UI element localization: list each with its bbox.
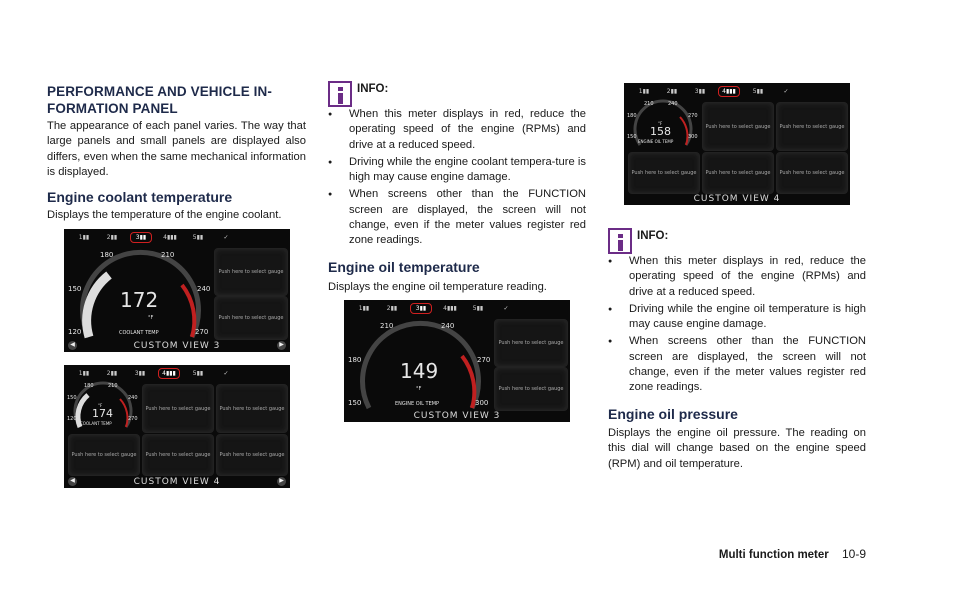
oil-temp-small-gauge <box>626 99 698 147</box>
gauge-value: 149 <box>400 359 439 383</box>
tick-label: 240 <box>441 322 455 330</box>
info-label: INFO: <box>637 230 669 242</box>
tick-label: 240 <box>128 395 138 401</box>
oil-temp-text: Displays the engine oil temperature reading. <box>328 281 547 293</box>
tick-label: 150 <box>67 395 77 401</box>
screen-tabs <box>64 365 290 381</box>
select-gauge-button[interactable]: Push here to select gauge <box>214 248 288 296</box>
tick-label: 270 <box>477 356 491 364</box>
tab-3: 3▮▮ <box>130 232 152 243</box>
check-icon: ✓ <box>503 304 509 312</box>
coolant-text: Displays the temperature of the engine coolant. <box>47 209 282 221</box>
select-gauge-button[interactable]: Push here to select gauge <box>494 319 568 367</box>
tab-1: 1▮▮ <box>78 369 90 377</box>
info-bullets <box>328 107 586 251</box>
gauge-unit: °F <box>416 386 422 392</box>
tab-1: 1▮▮ <box>358 304 370 312</box>
select-gauge-button[interactable]: Push here to select gauge <box>68 434 140 476</box>
footer-section: Multi function meter <box>718 549 829 561</box>
next-arrow-icon[interactable]: ▶ <box>277 477 286 486</box>
list-item: ● When this meter displays in red, reduce the operating speed of the engine (RPMs) and drive at a reduced speed. <box>328 107 586 153</box>
tick-label: 270 <box>195 328 209 336</box>
select-gauge-button[interactable]: Push here to select gauge <box>216 434 288 476</box>
intro-paragraph: The appearance of each panel varies. The way that large panels and small panels are displayed also differs, even when the same mechanical information is displayed. <box>47 120 306 178</box>
tick-label: 180 <box>627 113 637 119</box>
list-item: ● When screens other than the FUNCTION screen are displayed, the screen will not change, even if the meter values register red zone readings. <box>608 334 866 395</box>
screen-tabs <box>344 300 570 316</box>
tick-label: 210 <box>380 322 394 330</box>
tab-5: 5▮▮ <box>192 233 204 241</box>
select-gauge-button[interactable]: Push here to select gauge <box>702 102 774 151</box>
oil-temp-gauge <box>344 316 494 412</box>
prev-arrow-icon[interactable]: ◀ <box>68 477 77 486</box>
check-icon: ✓ <box>223 233 229 241</box>
tab-4: 4▮▮▮ <box>158 368 180 379</box>
tab-3: 3▮▮ <box>134 369 146 377</box>
list-item: ● Driving while the engine coolant tempera-ture is high may cause engine damage. <box>328 155 586 186</box>
tick-label: 180 <box>84 383 94 389</box>
tick-label: 150 <box>348 399 362 407</box>
tick-label: 150 <box>68 285 82 293</box>
coolant-small-gauge <box>66 381 138 429</box>
view-title: CUSTOM VIEW 4 <box>133 476 221 487</box>
check-icon: ✓ <box>783 87 789 95</box>
gauge-unit: °F <box>148 315 154 321</box>
view-title: CUSTOM VIEW 3 <box>133 340 221 351</box>
tick-label: 180 <box>348 356 362 364</box>
oil-temp-heading: Engine oil temperature <box>328 259 480 275</box>
gauge-label: ENGINE OIL TEMP <box>638 139 674 144</box>
page-number: 10-9 <box>841 547 866 561</box>
section-heading: PERFORMANCE AND VEHICLE IN- FORMATION PANEL <box>47 84 272 116</box>
info-icon <box>328 81 352 107</box>
gauge-value: 172 <box>120 288 159 312</box>
tab-2: 2▮▮ <box>106 369 118 377</box>
gauge-label: COOLANT TEMP <box>119 330 159 336</box>
list-item: ● When screens other than the FUNCTION screen are displayed, the screen will not change, even if the meter values register red zone readings. <box>328 187 586 248</box>
tick-label: 240 <box>668 101 678 107</box>
coolant-small-screen <box>64 365 290 488</box>
tab-1: 1▮▮ <box>638 87 650 95</box>
gauge-unit: °F <box>658 121 663 126</box>
select-gauge-button[interactable]: Push here to select gauge <box>494 367 568 411</box>
list-item: ● Driving while the engine oil temperature is high may cause engine damage. <box>608 302 866 333</box>
gauge-value: 174 <box>92 407 113 420</box>
select-gauge-button[interactable]: Push here to select gauge <box>776 102 848 151</box>
gauge-label: ENGINE OIL TEMP <box>395 401 440 407</box>
tick-label: 120 <box>68 328 82 336</box>
info-heading <box>328 81 388 107</box>
select-gauge-button[interactable]: Push here to select gauge <box>142 384 214 433</box>
coolant-gauge <box>64 245 214 341</box>
tick-label: 210 <box>161 251 175 259</box>
tab-2: 2▮▮ <box>106 233 118 241</box>
select-gauge-button[interactable]: Push here to select gauge <box>702 152 774 194</box>
view-bar <box>64 339 290 352</box>
tick-label: 300 <box>688 134 698 140</box>
oil-temp-large-screen <box>344 300 570 422</box>
view-title: CUSTOM VIEW 4 <box>693 193 781 204</box>
check-icon: ✓ <box>223 369 229 377</box>
tick-label: 150 <box>627 134 637 140</box>
view-bar <box>64 475 290 488</box>
tab-1: 1▮▮ <box>78 233 90 241</box>
tab-5: 5▮▮ <box>192 369 204 377</box>
gauge-value: 158 <box>650 125 671 138</box>
tick-label: 210 <box>108 383 118 389</box>
oil-pressure-text: Displays the engine oil pressure. The reading on this dial will change based on the engine speed (RPM) and oil temperature. <box>608 427 866 470</box>
screen-tabs <box>64 229 290 245</box>
screen-tabs <box>624 83 850 99</box>
tick-label: 300 <box>475 399 489 407</box>
tab-5: 5▮▮ <box>752 87 764 95</box>
select-gauge-button[interactable]: Push here to select gauge <box>628 152 700 194</box>
tick-label: 270 <box>688 113 698 119</box>
gauge-unit: °F <box>98 403 103 408</box>
info-heading <box>608 228 668 254</box>
info-bullets <box>608 254 866 398</box>
gauge-label: COOLANT TEMP <box>80 421 112 426</box>
coolant-large-screen <box>64 229 290 352</box>
info-label: INFO: <box>357 83 389 95</box>
tab-3: 3▮▮ <box>694 87 706 95</box>
tab-5: 5▮▮ <box>472 304 484 312</box>
view-bar <box>624 192 850 205</box>
coolant-heading: Engine coolant temperature <box>47 189 233 205</box>
oil-pressure-heading: Engine oil pressure <box>608 406 738 422</box>
view-title: CUSTOM VIEW 3 <box>413 410 501 421</box>
next-arrow-icon[interactable]: ▶ <box>277 341 286 350</box>
prev-arrow-icon[interactable]: ◀ <box>68 341 77 350</box>
select-gauge-button[interactable]: Push here to select gauge <box>214 296 288 340</box>
view-bar <box>344 409 570 422</box>
tab-3: 3▮▮ <box>410 303 432 314</box>
oil-temp-small-screen <box>624 83 850 205</box>
list-item: ● When this meter displays in red, reduce the operating speed of the engine (RPMs) and drive at a reduced speed. <box>608 254 866 300</box>
select-gauge-button[interactable]: Push here to select gauge <box>216 384 288 433</box>
tab-2: 2▮▮ <box>386 304 398 312</box>
tab-4: 4▮▮▮ <box>443 304 457 312</box>
tick-label: 120 <box>67 416 77 422</box>
tick-label: 180 <box>100 251 114 259</box>
tick-label: 210 <box>644 101 654 107</box>
tick-label: 270 <box>128 416 138 422</box>
select-gauge-button[interactable]: Push here to select gauge <box>776 152 848 194</box>
select-gauge-button[interactable]: Push here to select gauge <box>142 434 214 476</box>
tick-label: 240 <box>197 285 211 293</box>
info-icon <box>608 228 632 254</box>
tab-4: 4▮▮▮ <box>718 86 740 97</box>
tab-4: 4▮▮▮ <box>163 233 177 241</box>
page-footer <box>700 547 866 561</box>
tab-2: 2▮▮ <box>666 87 678 95</box>
